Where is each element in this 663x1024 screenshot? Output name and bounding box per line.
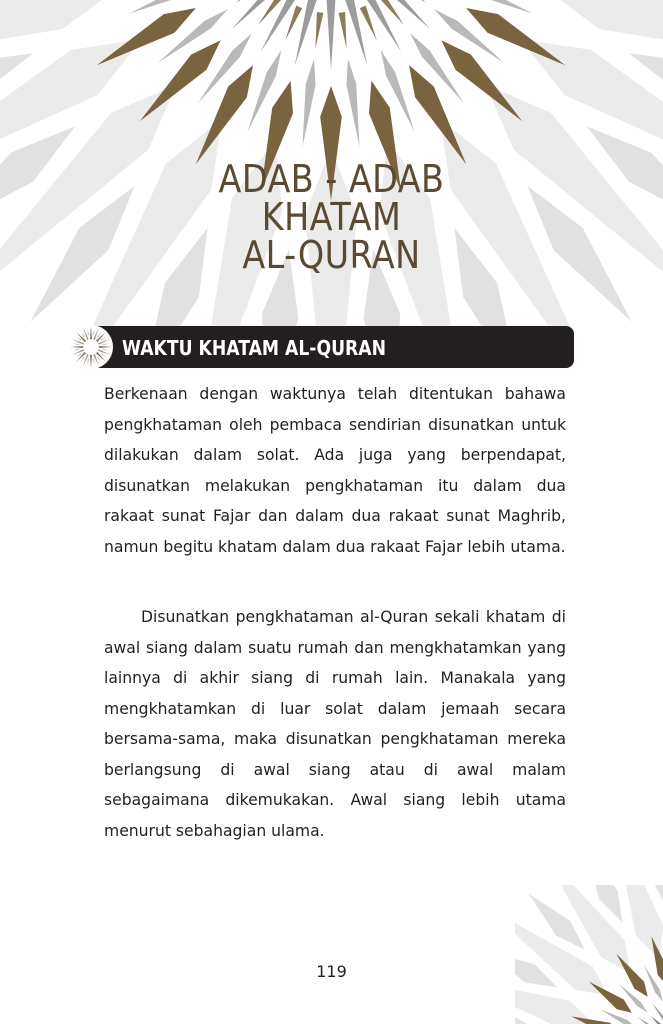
chapter-title-line-3: AL-QURAN: [242, 233, 421, 277]
section-heading: WAKTU KHATAM AL-QURAN: [122, 336, 386, 360]
chapter-title-line-1: ADAB - ADAB: [218, 157, 445, 201]
ornament-medallion-icon: [68, 324, 114, 370]
corner-geometric-ornament: [515, 885, 663, 1024]
chapter-title: [40, 157, 623, 277]
page-number: 119: [316, 962, 347, 981]
body-paragraph-1: Berkenaan dengan waktunya telah ditentukan bahawa pengkhataman oleh pembaca sendirian disunatkan untuk dilakukan dalam solat. Ada juga yang berpendapat, disunatkan melakukan pengkhataman itu dalam dua rakaat sunat Fajar dan dalam dua rakaat sunat Maghrib, namun begitu khatam dalam dua rakaat Fajar lebih utama.: [104, 385, 566, 556]
body-paragraph-2: Disunatkan pengkhataman al-Quran sekali khatam di awal siang dalam suatu rumah dan mengkhatamkan yang lainnya di akhir siang di rumah lain. Manakala yang mengkhatamkan di luar solat dalam jemaah secara bersama-sama, maka disunatkan pengkhataman mereka berlangsung di awal siang atau di awal malam sebagaimana dikemukakan. Awal siang lebih utama menurut sebahagian ulama.: [104, 608, 566, 840]
chapter-title-line-2: KHATAM: [261, 195, 402, 239]
